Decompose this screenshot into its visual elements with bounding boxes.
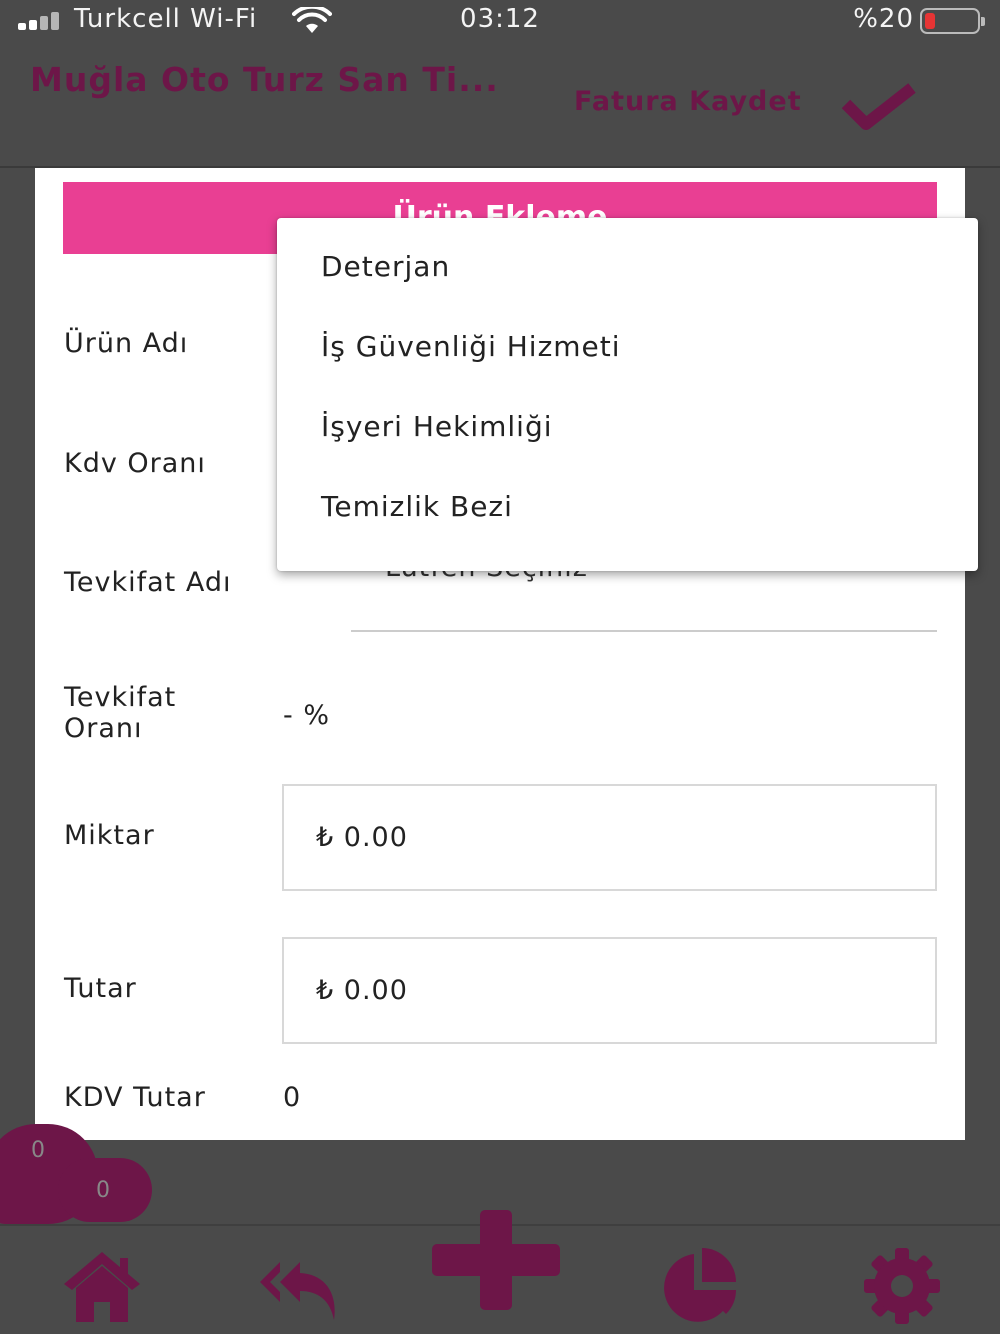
home-icon bbox=[60, 1244, 144, 1328]
amount-input[interactable] bbox=[282, 937, 937, 1044]
checkmark-icon[interactable] bbox=[840, 82, 918, 134]
tevkifat-rate-value: - % bbox=[283, 700, 330, 731]
reply-all-icon bbox=[258, 1244, 342, 1328]
kdv-amount-label: KDV Tutar bbox=[64, 1082, 206, 1113]
amount-input-value: ₺ 0.00 bbox=[316, 975, 408, 1006]
chat-badge: 0 bbox=[96, 1178, 110, 1203]
pie-chart-icon bbox=[656, 1244, 740, 1328]
kdv-amount-value: 0 bbox=[283, 1082, 301, 1113]
battery-icon bbox=[920, 8, 980, 34]
product-dropdown-menu bbox=[277, 218, 978, 571]
bottom-tab-bar bbox=[0, 1224, 1000, 1334]
chat-badge: 0 bbox=[31, 1138, 45, 1163]
save-invoice-button[interactable]: Fatura Kaydet bbox=[574, 86, 802, 117]
gear-icon bbox=[860, 1244, 944, 1328]
app-header bbox=[0, 42, 1000, 168]
quantity-input-value: ₺ 0.00 bbox=[316, 822, 408, 853]
kdv-rate-label: Kdv Oranı bbox=[64, 448, 206, 479]
product-name-label: Ürün Adı bbox=[64, 328, 189, 359]
tab-add[interactable] bbox=[432, 1210, 560, 1310]
battery-percent: %20 bbox=[853, 4, 914, 34]
amount-label: Tutar bbox=[64, 973, 137, 1004]
plus-icon bbox=[432, 1210, 560, 1310]
quantity-input[interactable] bbox=[282, 784, 937, 891]
carrier-label: Turkcell Wi-Fi bbox=[74, 4, 258, 34]
page-title: Muğla Oto Turz San Ti... bbox=[30, 60, 499, 99]
tab-settings[interactable] bbox=[860, 1244, 944, 1328]
dropdown-item[interactable]: İşyeri Hekimliği bbox=[321, 410, 553, 443]
tab-reports[interactable] bbox=[656, 1244, 740, 1328]
tevkifat-select-underline bbox=[351, 630, 937, 632]
quantity-label: Miktar bbox=[64, 820, 155, 851]
tevkifat-name-label: Tevkifat Adı bbox=[64, 567, 232, 598]
clock: 03:12 bbox=[460, 4, 540, 34]
dropdown-item[interactable]: Deterjan bbox=[321, 250, 451, 283]
status-bar bbox=[0, 0, 1000, 42]
dropdown-item[interactable]: Temizlik Bezi bbox=[321, 490, 513, 523]
tevkifat-rate-label: Tevkifat Oranı bbox=[64, 682, 177, 744]
tab-back[interactable] bbox=[258, 1244, 342, 1328]
dropdown-item[interactable]: İş Güvenliği Hizmeti bbox=[321, 330, 621, 363]
tab-home[interactable] bbox=[60, 1244, 144, 1328]
